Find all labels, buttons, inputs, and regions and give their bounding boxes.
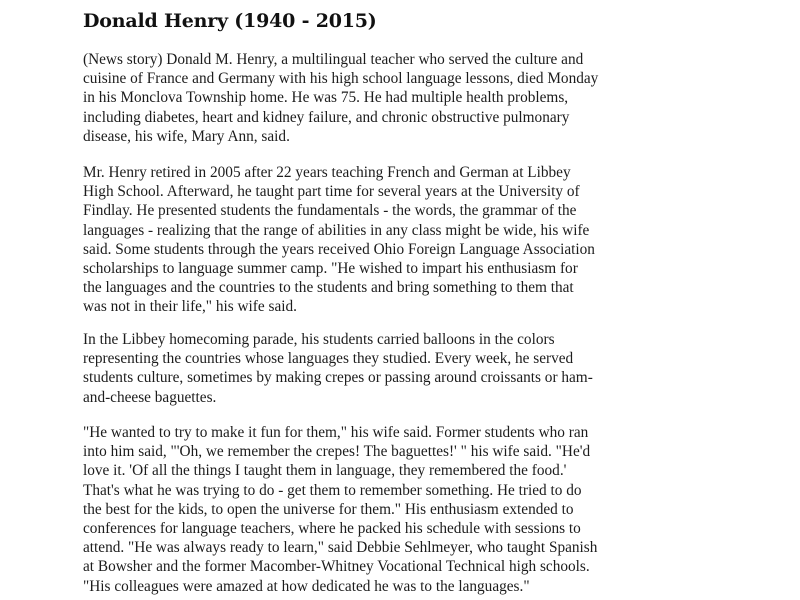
text-line: attend. "He was always ready to learn," said Debbie Sehlmeyer, who taught Spanish xyxy=(83,539,598,557)
text-line: scholarships to language summer camp. "He wished to impart his enthusiasm for xyxy=(83,259,578,277)
text-line: love it. 'Of all the things I taught them in language, they remembered the food.' xyxy=(83,462,567,480)
text-line: "His colleagues were amazed at how dedicated he was to the languages." xyxy=(83,577,530,595)
text-line: including diabetes, heart and kidney failure, and chronic obstructive pulmonary xyxy=(83,108,570,126)
text-line: languages - realizing that the range of abilities in any class might be wide, his wife xyxy=(83,221,590,239)
text-line: Mr. Henry retired in 2005 after 22 years teaching French and German at Libbey xyxy=(83,164,571,181)
text-line: (News story) Donald M. Henry, a multilingual teacher who served the culture and xyxy=(83,51,584,68)
paragraph-career xyxy=(83,163,595,317)
document-title: Donald Henry (1940 - 2015) xyxy=(83,10,377,32)
text-line: High School. Afterward, he taught part time for several years at the University of xyxy=(83,183,580,201)
text-line: the languages and the countries to the students and bring something to them that xyxy=(83,279,574,297)
text-line: the best for the kids, to open the universe for them." His enthusiasm extended to xyxy=(83,500,574,518)
text-line: cuisine of France and Germany with his high school language lessons, died Monday xyxy=(83,70,599,88)
paragraph-memories xyxy=(83,423,597,596)
text-line: disease, his wife, Mary Ann, said. xyxy=(83,127,290,145)
text-line: at Bowsher and the former Macomber-Whitney Vocational Technical high schools. xyxy=(83,558,590,576)
text-line: Findlay. He presented students the fundamentals - the words, the grammar of the xyxy=(83,202,577,220)
paragraph-parade xyxy=(83,330,593,407)
text-line: was not in their life," his wife said. xyxy=(83,298,297,316)
paragraph-news-story xyxy=(83,50,598,146)
text-line: in his Monclova Township home. He was 75. He had multiple health problems, xyxy=(83,89,569,107)
text-line: students culture, sometimes by making crepes or passing around croissants or ham- xyxy=(83,369,593,387)
text-line: said. Some students through the years received Ohio Foreign Language Association xyxy=(83,240,595,258)
text-line: "He wanted to try to make it fun for them," his wife said. Former students who ran xyxy=(83,424,589,441)
text-line: In the Libbey homecoming parade, his students carried balloons in the colors xyxy=(83,331,555,348)
text-line: into him said, "'Oh, we remember the crepes! The baguettes!' " his wife said. "He'd xyxy=(83,443,591,461)
text-line: and-cheese baguettes. xyxy=(83,388,217,406)
text-line: conferences for language teachers, where he packed his schedule with sessions to xyxy=(83,519,581,537)
text-line: representing the countries whose languages they studied. Every week, he served xyxy=(83,350,574,368)
text-line: That's what he was trying to do - get them to remember something. He tried to do xyxy=(83,481,582,499)
